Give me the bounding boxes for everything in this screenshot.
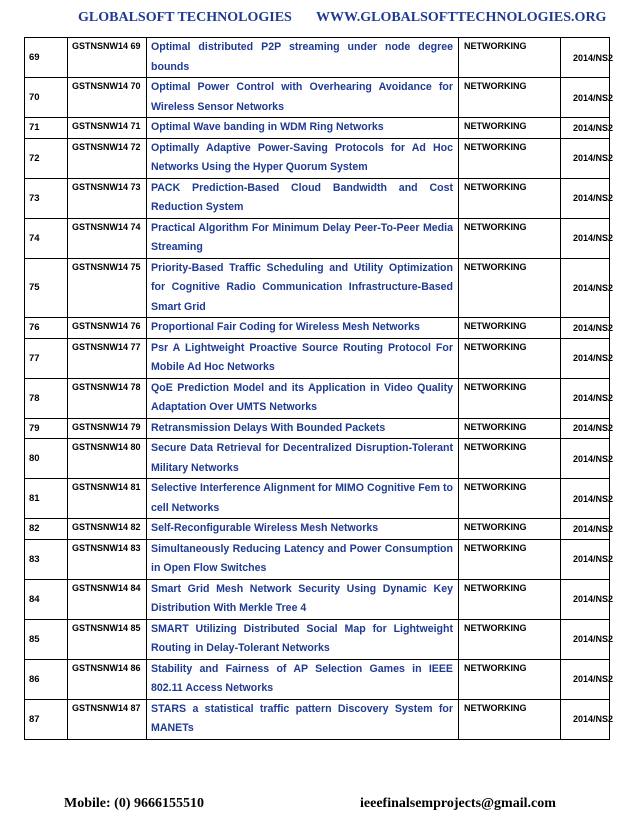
row-number: 85 bbox=[25, 619, 68, 659]
project-year: 2014/NS2 bbox=[561, 579, 610, 619]
project-category: NETWORKING bbox=[459, 418, 561, 439]
table-row bbox=[25, 378, 610, 418]
footer-email: ieeefinalsemprojects@gmail.com bbox=[360, 796, 556, 811]
project-title: Psr A Lightweight Proactive Source Routing Protocol For Mobile Ad Hoc Networks bbox=[147, 338, 459, 378]
table-row bbox=[25, 318, 610, 339]
row-number: 83 bbox=[25, 539, 68, 579]
project-code: GSTNSNW14 81 bbox=[68, 479, 147, 519]
project-code: GSTNSNW14 87 bbox=[68, 699, 147, 739]
table-row bbox=[25, 539, 610, 579]
project-category: NETWORKING bbox=[459, 138, 561, 178]
project-title: Optimally Adaptive Power-Saving Protocols for Ad Hoc Networks Using the Hyper Quorum System bbox=[147, 138, 459, 178]
project-code: GSTNSNW14 84 bbox=[68, 579, 147, 619]
project-year: 2014/NS2 bbox=[561, 178, 610, 218]
project-year: 2014/NS2 bbox=[561, 318, 610, 339]
project-category: NETWORKING bbox=[459, 659, 561, 699]
project-title: Stability and Fairness of AP Selection Games in IEEE 802.11 Access Networks bbox=[147, 659, 459, 699]
project-year: 2014/NS2 bbox=[561, 519, 610, 540]
project-year: 2014/NS2 bbox=[561, 338, 610, 378]
company-website: WWW.GLOBALSOFTTECHNOLOGIES.ORG bbox=[316, 10, 607, 25]
project-title: Smart Grid Mesh Network Security Using Dynamic Key Distribution With Merkle Tree 4 bbox=[147, 579, 459, 619]
project-category: NETWORKING bbox=[459, 38, 561, 78]
project-title: Practical Algorithm For Minimum Delay Peer-To-Peer Media Streaming bbox=[147, 218, 459, 258]
row-number: 74 bbox=[25, 218, 68, 258]
table-row bbox=[25, 418, 610, 439]
table-row bbox=[25, 619, 610, 659]
project-category: NETWORKING bbox=[459, 539, 561, 579]
project-code: GSTNSNW14 86 bbox=[68, 659, 147, 699]
table-row bbox=[25, 699, 610, 739]
row-number: 79 bbox=[25, 418, 68, 439]
row-number: 80 bbox=[25, 439, 68, 479]
project-code: GSTNSNW14 77 bbox=[68, 338, 147, 378]
project-year: 2014/NS2 bbox=[561, 258, 610, 318]
row-number: 69 bbox=[25, 38, 68, 78]
project-category: NETWORKING bbox=[459, 178, 561, 218]
project-code: GSTNSNW14 74 bbox=[68, 218, 147, 258]
project-code: GSTNSNW14 70 bbox=[68, 78, 147, 118]
project-title: Proportional Fair Coding for Wireless Mesh Networks bbox=[147, 318, 459, 339]
row-number: 72 bbox=[25, 138, 68, 178]
project-year: 2014/NS2 bbox=[561, 38, 610, 78]
project-year: 2014/NS2 bbox=[561, 659, 610, 699]
project-category: NETWORKING bbox=[459, 699, 561, 739]
project-title: PACK Prediction-Based Cloud Bandwidth and Cost Reduction System bbox=[147, 178, 459, 218]
project-year: 2014/NS2 bbox=[561, 118, 610, 139]
project-category: NETWORKING bbox=[459, 338, 561, 378]
table-row bbox=[25, 439, 610, 479]
project-code: GSTNSNW14 83 bbox=[68, 539, 147, 579]
table-row bbox=[25, 38, 610, 78]
project-title: Optimal distributed P2P streaming under node degree bounds bbox=[147, 38, 459, 78]
project-title: Selective Interference Alignment for MIMO Cognitive Fem to cell Networks bbox=[147, 479, 459, 519]
table-row bbox=[25, 519, 610, 540]
row-number: 78 bbox=[25, 378, 68, 418]
project-code: GSTNSNW14 76 bbox=[68, 318, 147, 339]
table-row bbox=[25, 579, 610, 619]
row-number: 70 bbox=[25, 78, 68, 118]
project-title: Simultaneously Reducing Latency and Power Consumption in Open Flow Switches bbox=[147, 539, 459, 579]
row-number: 71 bbox=[25, 118, 68, 139]
project-code: GSTNSNW14 80 bbox=[68, 439, 147, 479]
project-title: Optimal Wave banding in WDM Ring Networks bbox=[147, 118, 459, 139]
project-category: NETWORKING bbox=[459, 579, 561, 619]
row-number: 81 bbox=[25, 479, 68, 519]
table-row bbox=[25, 659, 610, 699]
project-code: GSTNSNW14 85 bbox=[68, 619, 147, 659]
project-year: 2014/NS2 bbox=[561, 378, 610, 418]
project-category: NETWORKING bbox=[459, 519, 561, 540]
project-code: GSTNSNW14 72 bbox=[68, 138, 147, 178]
row-number: 87 bbox=[25, 699, 68, 739]
project-year: 2014/NS2 bbox=[561, 439, 610, 479]
row-number: 73 bbox=[25, 178, 68, 218]
project-year: 2014/NS2 bbox=[561, 619, 610, 659]
row-number: 76 bbox=[25, 318, 68, 339]
project-title: Priority-Based Traffic Scheduling and Utility Optimization for Cognitive Radio Communication Infrastructure-Based Smart Grid bbox=[147, 258, 459, 318]
project-code: GSTNSNW14 71 bbox=[68, 118, 147, 139]
project-year: 2014/NS2 bbox=[561, 78, 610, 118]
project-title: Self-Reconfigurable Wireless Mesh Networks bbox=[147, 519, 459, 540]
project-category: NETWORKING bbox=[459, 619, 561, 659]
project-title: Optimal Power Control with Overhearing Avoidance for Wireless Sensor Networks bbox=[147, 78, 459, 118]
project-category: NETWORKING bbox=[459, 318, 561, 339]
project-year: 2014/NS2 bbox=[561, 539, 610, 579]
table-row bbox=[25, 218, 610, 258]
table-row bbox=[25, 138, 610, 178]
project-category: NETWORKING bbox=[459, 258, 561, 318]
table-row bbox=[25, 479, 610, 519]
project-category: NETWORKING bbox=[459, 479, 561, 519]
project-code: GSTNSNW14 73 bbox=[68, 178, 147, 218]
project-title: SMART Utilizing Distributed Social Map for Lightweight Routing in Delay-Tolerant Networks bbox=[147, 619, 459, 659]
table-row bbox=[25, 338, 610, 378]
row-number: 82 bbox=[25, 519, 68, 540]
project-category: NETWORKING bbox=[459, 439, 561, 479]
table-row bbox=[25, 78, 610, 118]
project-code: GSTNSNW14 75 bbox=[68, 258, 147, 318]
page-header bbox=[0, 10, 638, 32]
project-category: NETWORKING bbox=[459, 218, 561, 258]
project-year: 2014/NS2 bbox=[561, 479, 610, 519]
project-code: GSTNSNW14 82 bbox=[68, 519, 147, 540]
project-year: 2014/NS2 bbox=[561, 138, 610, 178]
project-year: 2014/NS2 bbox=[561, 218, 610, 258]
project-title: Secure Data Retrieval for Decentralized Disruption-Tolerant Military Networks bbox=[147, 439, 459, 479]
projects-table bbox=[24, 37, 614, 740]
company-name: GLOBALSOFT TECHNOLOGIES bbox=[78, 10, 292, 25]
project-code: GSTNSNW14 79 bbox=[68, 418, 147, 439]
project-title: QoE Prediction Model and its Application in Video Quality Adaptation Over UMTS Networks bbox=[147, 378, 459, 418]
row-number: 75 bbox=[25, 258, 68, 318]
row-number: 86 bbox=[25, 659, 68, 699]
project-category: NETWORKING bbox=[459, 78, 561, 118]
project-year: 2014/NS2 bbox=[561, 418, 610, 439]
project-code: GSTNSNW14 78 bbox=[68, 378, 147, 418]
table-row bbox=[25, 258, 610, 318]
project-category: NETWORKING bbox=[459, 118, 561, 139]
table-row bbox=[25, 178, 610, 218]
project-year: 2014/NS2 bbox=[561, 699, 610, 739]
row-number: 77 bbox=[25, 338, 68, 378]
footer-mobile: Mobile: (0) 9666155510 bbox=[64, 796, 204, 811]
table-row bbox=[25, 118, 610, 139]
row-number: 84 bbox=[25, 579, 68, 619]
project-category: NETWORKING bbox=[459, 378, 561, 418]
project-code: GSTNSNW14 69 bbox=[68, 38, 147, 78]
project-title: STARS a statistical traffic pattern Discovery System for MANETs bbox=[147, 699, 459, 739]
project-title: Retransmission Delays With Bounded Packets bbox=[147, 418, 459, 439]
